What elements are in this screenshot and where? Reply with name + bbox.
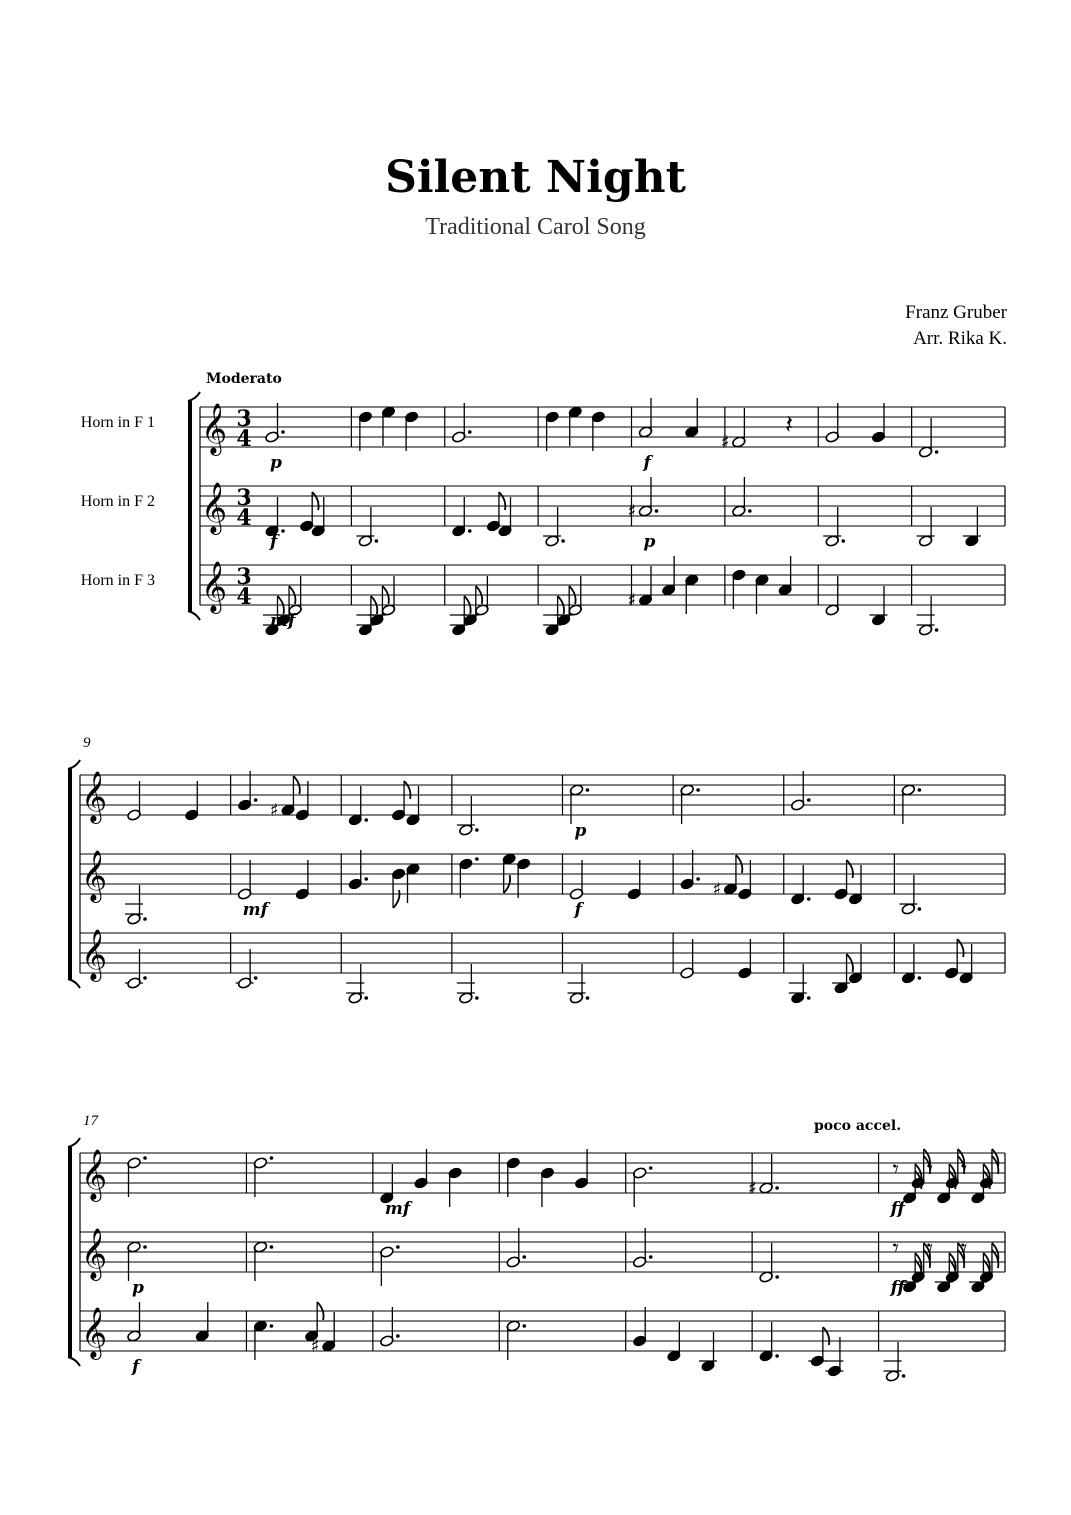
dot (748, 509, 752, 513)
note-flag (499, 492, 505, 510)
dynamic-marking: p (270, 453, 282, 473)
dot (696, 877, 700, 881)
dot (143, 1245, 147, 1249)
dot (270, 1156, 274, 1160)
treble-clef-icon: 𝄞 (201, 403, 228, 454)
dot (807, 897, 811, 901)
treble-clef-icon: 𝄞 (201, 482, 228, 533)
sharp-accidental: ♯ (627, 501, 637, 522)
note-flag (312, 492, 318, 510)
sharp-accidental: ♯ (627, 590, 637, 611)
dot (475, 828, 479, 832)
system-bracket (68, 1147, 72, 1357)
treble-clef-icon: 𝄞 (81, 1228, 108, 1279)
dot (468, 430, 472, 434)
treble-clef-icon: 𝄞 (81, 1307, 108, 1358)
dot (270, 1324, 274, 1328)
time-signature-bottom: 4 (236, 426, 252, 452)
treble-clef-icon: 𝄞 (81, 1149, 108, 1200)
arranger-credit: Arr. Rika K. (913, 328, 1007, 349)
time-signature-top: 3 (236, 485, 252, 511)
note-flag (847, 860, 853, 878)
treble-clef-icon: 𝄞 (201, 561, 228, 612)
treble-clef-icon: 𝄞 (81, 929, 108, 980)
dot (475, 857, 479, 861)
dot (143, 976, 147, 980)
bracket-hook (188, 611, 200, 620)
dynamic-marking: mf (270, 611, 296, 631)
dot (841, 539, 845, 543)
instrument-label: Horn in F 3 (80, 572, 155, 589)
dot (375, 539, 379, 543)
dot (364, 996, 368, 1000)
score-title: Silent Night (385, 152, 686, 203)
note-flag (823, 1327, 829, 1345)
dot (396, 1245, 400, 1249)
dot (364, 877, 368, 881)
dot (902, 1374, 906, 1378)
dot (281, 529, 285, 533)
dot (143, 917, 147, 921)
dot (586, 788, 590, 792)
measure-number: 9 (83, 735, 91, 751)
measure-number: 17 (83, 1113, 98, 1129)
dynamic-marking: p (132, 1278, 144, 1298)
dynamic-marking: p (574, 821, 587, 841)
dot (649, 1166, 653, 1170)
dot (468, 529, 472, 533)
eighth-rest: 𝄾 (892, 1155, 899, 1183)
dot (522, 1255, 526, 1259)
tempo-marking: Moderato (206, 371, 282, 387)
eighth-rest: 𝄾 (960, 1234, 968, 1262)
sharp-accidental: ♯ (269, 800, 279, 821)
dynamic-marking: ff (890, 1199, 905, 1219)
quarter-rest: 𝄽 (785, 410, 794, 440)
dot (935, 628, 939, 632)
instrument-label: Horn in F 1 (80, 414, 155, 431)
dot (522, 1324, 526, 1328)
dot (935, 450, 939, 454)
sharp-accidental: ♯ (712, 879, 722, 900)
dot (281, 430, 285, 434)
tempo-change-marking: poco accel. (814, 1118, 902, 1134)
time-signature-bottom: 4 (236, 505, 252, 531)
dynamic-marking: f (574, 900, 582, 920)
dot (649, 1255, 653, 1259)
eighth-rest: 𝄾 (926, 1234, 934, 1262)
eighth-rest: 𝄾 (892, 1234, 899, 1262)
dot (775, 1186, 779, 1190)
dynamic-marking: f (643, 453, 651, 473)
dynamic-marking: mf (384, 1199, 411, 1219)
eighth-rest: 𝄾 (960, 1155, 968, 1183)
bracket-hook (68, 1138, 80, 1147)
sharp-accidental: ♯ (310, 1336, 320, 1357)
eighth-rest: 𝄾 (926, 1155, 934, 1183)
dot (364, 818, 368, 822)
dot (254, 798, 258, 802)
dot (475, 996, 479, 1000)
treble-clef-icon: 𝄞 (81, 771, 108, 822)
dot (807, 996, 811, 1000)
dot (775, 1354, 779, 1358)
bracket-hook (188, 392, 200, 401)
dot (655, 509, 659, 513)
treble-clef-icon: 𝄞 (81, 850, 108, 901)
dot (396, 1334, 400, 1338)
system-bracket (188, 401, 192, 611)
instrument-label: Horn in F 2 (80, 493, 155, 510)
note-flag (393, 890, 399, 908)
composer-credit: Franz Gruber (905, 302, 1007, 323)
dot (696, 788, 700, 792)
bracket-hook (68, 979, 80, 988)
system-bracket (68, 769, 72, 979)
dot (918, 976, 922, 980)
dot (586, 996, 590, 1000)
note-flag (404, 781, 410, 799)
time-signature-top: 3 (236, 564, 252, 590)
bracket-hook (68, 1357, 80, 1366)
dynamic-marking: p (643, 532, 656, 552)
time-signature-bottom: 4 (236, 584, 252, 610)
dynamic-marking: f (270, 532, 278, 552)
dynamic-marking: f (132, 1357, 140, 1377)
dynamic-marking: ff (890, 1278, 905, 1298)
dot (561, 539, 565, 543)
dot (143, 1156, 147, 1160)
dot (918, 907, 922, 911)
sharp-accidental: ♯ (720, 432, 730, 453)
time-signature-top: 3 (236, 406, 252, 432)
note-flag (957, 939, 963, 957)
dynamic-marking: mf (242, 900, 268, 920)
dot (807, 798, 811, 802)
dot (254, 976, 258, 980)
bracket-hook (68, 760, 80, 769)
dot (918, 788, 922, 792)
score-subtitle: Traditional Carol Song (425, 214, 646, 240)
sharp-accidental: ♯ (748, 1178, 757, 1199)
dot (270, 1245, 274, 1249)
dot (775, 1275, 779, 1279)
